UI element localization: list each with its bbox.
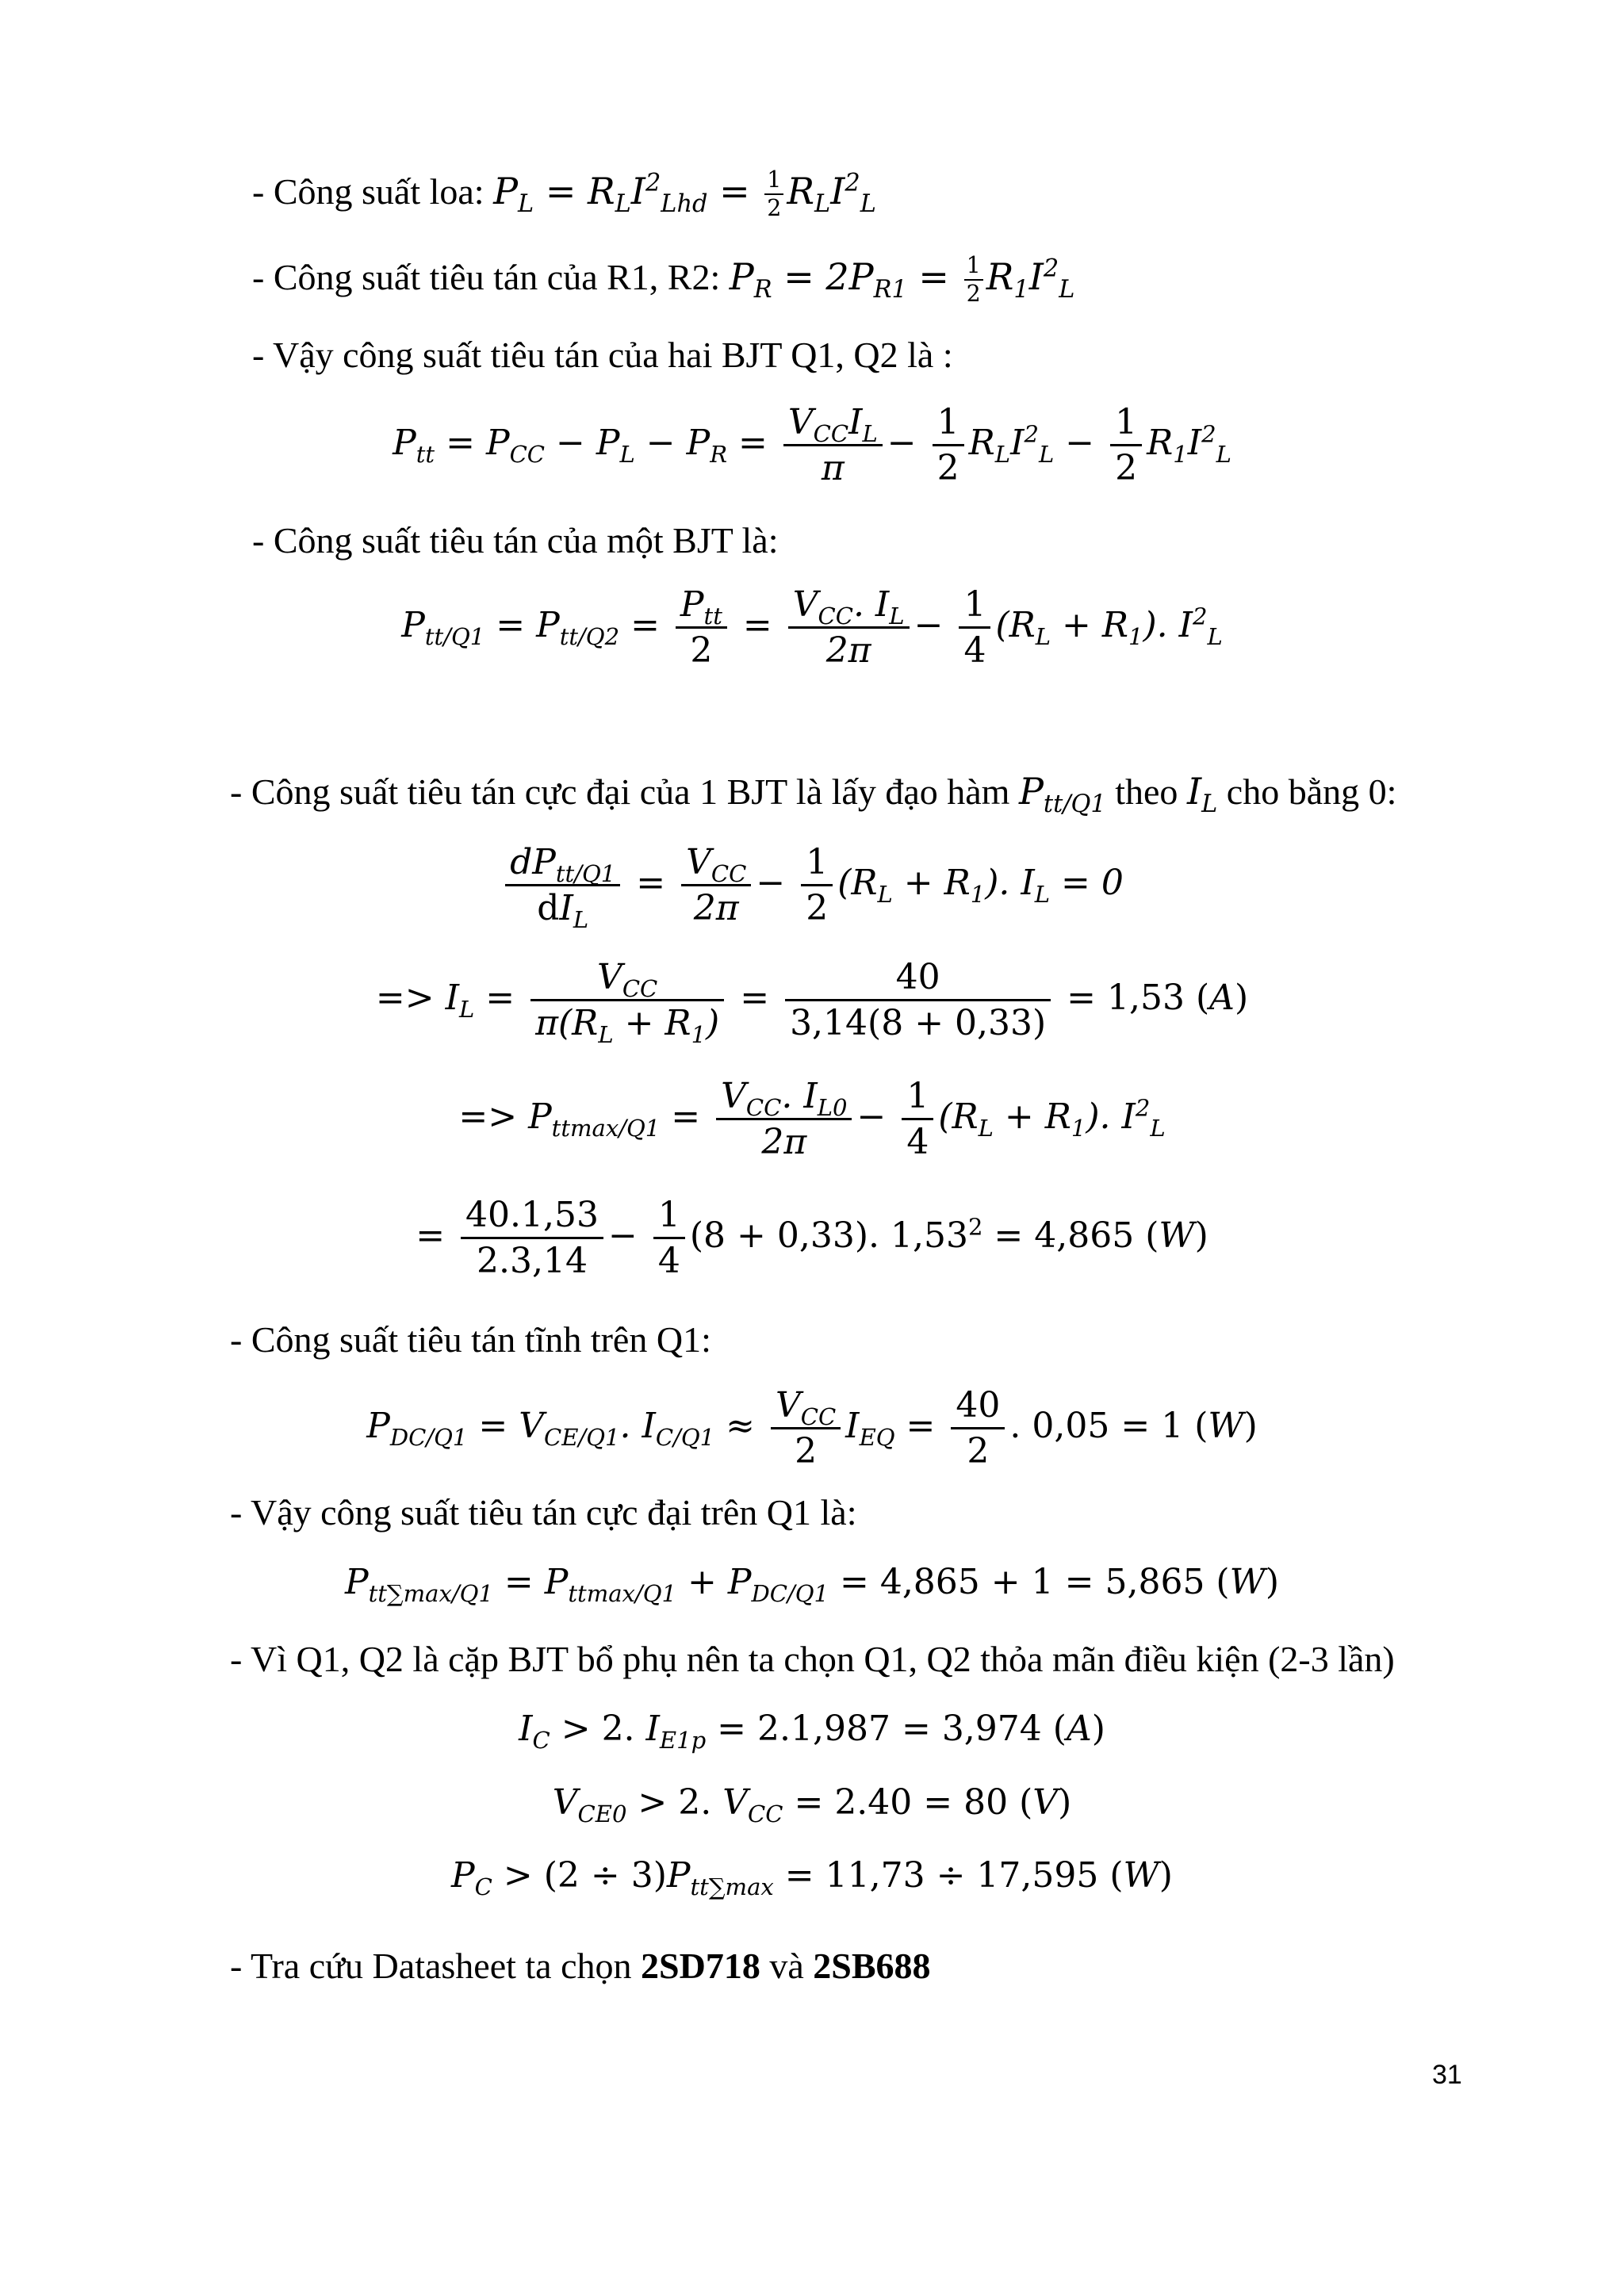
part-2sd718: 2SD718 xyxy=(641,1946,760,1986)
equation-pc: $P_C > (2 \div 3)P_{tt\sum max} = 11,73 \div 17,595$ (W) xyxy=(451,1855,1173,1900)
equation-ptt-q1: $P_{tt/Q1} = P_{tt/Q2}$ = $\frac{P_{tt}}{2}$ = $\frac{V_{CC}. I_L}{2\pi}$ − $\frac{1}{4}$ $(R_L + R_1)$. $I^2_L$ xyxy=(401,584,1223,671)
equation-derivative: $\frac{dP_{tt/Q1}}{dI_L}$ = $\frac{V_{CC}}{2\pi}$ − $\frac{1}{2}$ $(R_L + R_1)$. $I_L = 0$ xyxy=(0,840,1624,930)
equation-vce0: $V_{CE0} > 2$. $V_{CC} = 2.40 = 80$ (V) xyxy=(552,1782,1072,1827)
equation-pttmax: => $P_{ttmax/Q1}$ = $\frac{V_{CC}. I_{L0}}{2\pi}$ − $\frac{1}{4}$ $(R_L + R_1)$. $I^2_L$ xyxy=(458,1076,1166,1162)
text-line-max-dissipation: - Công suất tiêu tán cực đại của 1 BJT là lấy đạo hàm $P_{tt/Q1}$ theo $I_L$ cho bằng 0: xyxy=(230,770,1397,819)
equation-ptt: $P_{tt} = P_{CC} - P_L - P_R$ = $\frac{V_{CC}I_L}{\pi}$ − $\frac{1}{2}$ $R_LI^2_L$ − $\frac{1}{2}$ $R_1I^2_L$ xyxy=(393,402,1231,488)
text-line-condition: - Vì Q1, Q2 là cặp BJT bổ phụ nên ta chọn Q1, Q2 thỏa mãn điều kiện (2-3 lần) xyxy=(230,1639,1395,1679)
formula-speaker-power: $P_L = R_LI^2_{Lhd}$ = $\frac{1}{2}$ $R_LI^2_L$ xyxy=(493,166,876,222)
equation-total-max: $P_{tt\sum max/Q1} = P_{ttmax/Q1} + P_{DC/Q1} = 4,865 + 1 = 5,865$ (W) xyxy=(344,1562,1279,1607)
text-line-speaker-power: - Công suất loa: $P_L = R_LI^2_{Lhd}$ = $\frac{1}{2}$ $R_LI^2_L$ xyxy=(252,166,876,222)
text-line-datasheet: - Tra cứu Datasheet ta chọn 2SD718 và 2SB688 xyxy=(230,1946,931,1986)
text-line-total-max: - Vậy công suất tiêu tán cực đại trên Q1 là: xyxy=(230,1492,857,1533)
part-2sb688: 2SB688 xyxy=(813,1946,931,1986)
text-line-static-dissipation: - Công suất tiêu tán tĩnh trên Q1: xyxy=(230,1319,711,1360)
equation-pttmax-numeric: = $\frac{40.1,53}{2.3,14}$ − $\frac{1}{4}$ (8 + 0,33). $1,53^2 = 4,865$ (W) xyxy=(416,1195,1208,1281)
equation-il: => $I_L$ = $\frac{V_{CC}}{\pi(R_L + R_1)}$ = $\frac{40}{3,14(8 + 0,33)}$ = 1,53 (A) xyxy=(375,957,1249,1048)
text-line-two-bjt-power: - Vậy công suất tiêu tán của hai BJT Q1, Q2 là : xyxy=(252,335,953,375)
formula-resistor-power: $P_R = 2P_{R1}$ = $\frac{1}{2}$ $R_1I^2_L$ xyxy=(729,252,1075,308)
text-line-one-bjt-power: - Công suất tiêu tán của một BJT là: xyxy=(252,520,779,561)
page-number: 31 xyxy=(1432,2060,1462,2090)
text-line-resistor-power: - Công suất tiêu tán của R1, R2: $P_R = 2P_{R1}$ = $\frac{1}{2}$ $R_1I^2_L$ xyxy=(252,252,1075,308)
equation-ic: $I_C > 2$. $I_{E1p} = 2.1,987 = 3,974$ (A) xyxy=(519,1709,1105,1754)
equation-pdc: $P_{DC/Q1} = V_{CE/Q1}$. $I_{C/Q1}$ ≈ $\frac{V_{CC}}{2}$ $I_{EQ}$ = $\frac{40}{2}$ . 0,05 = 1 (W) xyxy=(366,1385,1258,1471)
